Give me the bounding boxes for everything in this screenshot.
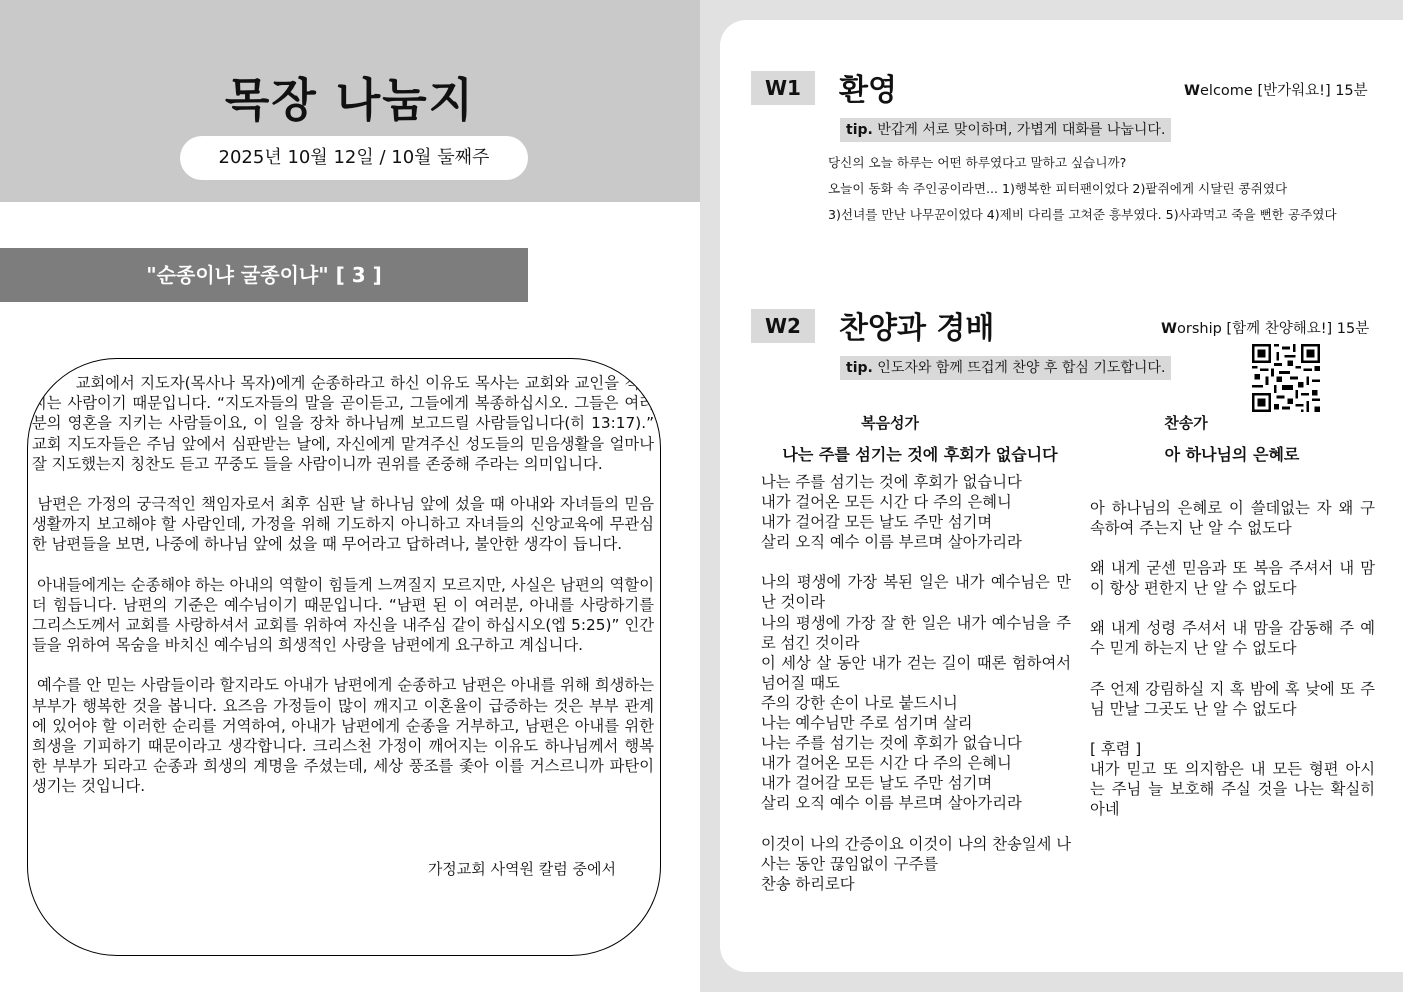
column-paragraph: 예수를 안 믿는 사람들이라 할지라도 아내가 남편에게 순종하고 남편은 아내를 위해 희생하는 부부가 행복한 것을 봅니다. 요즈음 가정들이 많이 깨지고 이혼율이 급증하는 것은 부부 관계에 있어야 할 이러한 순리를 거역하여, 아내가 남편에게 순종을 거부하고, 남편은 아내를 위한 희생을 기피하기 때문이라고 생각합니다. 크리스천 가정이 깨어지는 이유도 하나님께서 행복한 부부가 되라고 순종과 희생의 계명을 주셨는데, 세상 풍조를 좇아 이를 거스르니까 파탄이 생기는 것입니다.: [32, 676, 659, 796]
w2-meta: [1161, 317, 1369, 338]
qr-code-icon[interactable]: [1252, 344, 1320, 412]
w2-meta-initial: W: [1161, 321, 1177, 337]
w2-tip: [840, 356, 1171, 380]
lyrics-stanza: 주 언제 강림하실 지 혹 밤에 혹 낮에 또 주님 만날 그곳도 난 알 수 없도다: [1090, 679, 1375, 718]
w2-tip-text: 인도자와 함께 뜨겁게 찬양 후 합심 기도합니다.: [872, 360, 1166, 376]
w2-tip-label: tip.: [846, 360, 873, 376]
w2-meta-text: orship [함께 찬양해요!] 15분: [1177, 321, 1370, 337]
w1-title: 환영: [839, 73, 897, 108]
lyrics-stanza: 이것이 나의 간증이요 이것이 나의 찬송일세 나 사는 동안 끊임없이 구주를 찬송 하리로다: [761, 834, 1071, 893]
w1-tip-text: 반갑게 서로 맞이하며, 가볍게 대화를 나눕니다.: [872, 122, 1166, 138]
date-badge: 2025년 10월 12일 / 10월 둘째주: [180, 136, 528, 180]
left-page: [0, 0, 700, 992]
page-title: 목장 나눔지: [224, 73, 476, 127]
gospel-heading: 복음성가: [861, 414, 919, 432]
lyrics-stanza: [ 후렴 ] 내가 믿고 또 의지함은 내 모든 형편 아시는 주님 늘 보호해 주실 것을 나는 확실히 아네: [1090, 739, 1375, 819]
hymn-song-title: 아 하나님의 은혜로: [1164, 445, 1300, 464]
lyrics-stanza: 나의 평생에 가장 복된 일은 내가 예수님은 만난 것이라 나의 평생에 가장 잘 한 일은 내가 예수님을 주로 섬긴 것이라 이 세상 살 동안 내가 걷는 길이 때론 험하여서 넘어질 때도 주의 강한 손이 나로 붙드시니 나는 예수님만 주로 섬기며 살리 나는 주를 섬기는 것에 후회가 없습니다 내가 걸어온 모든 시간 다 주의 은혜니 내가 걸어갈 모든 날도 주만 섬기며 살리 오직 예수 이름 부르며 살아가리라: [761, 573, 1071, 813]
w1-question-line: 오늘이 동화 속 주인공이라면... 1)행복한 피터팬이었다 2)팥쥐에게 시달린 콩쥐였다: [828, 181, 1288, 196]
w1-meta: [1184, 79, 1368, 100]
lyrics-stanza: 왜 내게 성령 주셔서 내 맘을 감동해 주 예수 믿게 하는지 난 알 수 없도다: [1090, 619, 1375, 658]
lyrics-stanza: 아 하나님의 은혜로 이 쓸데없는 자 왜 구속하여 주는지 난 알 수 없도다: [1090, 499, 1375, 538]
column-paragraph: 교회에서 지도자(목사나 목자)에게 순종하라고 하신 이유도 목사는 교회와 교인을 책임지는 사람이기 때문입니다. “지도자들의 말을 곧이듣고, 그들에게 복종하십시오. 그들은 여러분의 영혼을 지키는 사람들이요, 이 일을 장차 하나님께 보고드릴 사람들입니다(히 13:17).” 교회 지도자들은 주님 앞에서 심판받는 날에, 자신에게 맡겨주신 성도들의 믿음생활을 얼마나 잘 지도했는지 칭찬도 듣고 꾸중도 들을 사람이니까 권위를 존중해 주라는 의미입니다.: [32, 374, 659, 473]
gospel-lyrics: [761, 472, 1071, 914]
sermon-title: "순종이냐 굴종이냐" [ 3 ]: [0, 248, 528, 302]
w1-tip-label: tip.: [846, 122, 873, 138]
lyrics-stanza: 왜 내게 굳센 믿음과 또 복음 주셔서 내 맘이 항상 편한지 난 알 수 없도다: [1090, 559, 1375, 598]
lyrics-stanza: 나는 주를 섬기는 것에 후회가 없습니다 내가 걸어온 모든 시간 다 주의 은혜니 내가 걸어갈 모든 날도 주만 섬기며 살리 오직 예수 이름 부르며 살아가리라: [761, 473, 1022, 552]
w2-title: 찬양과 경배: [839, 311, 995, 346]
gospel-song-title: 나는 주를 섬기는 것에 후회가 없습니다: [782, 445, 1058, 464]
w1-meta-text: elcome [반가워요!] 15분: [1200, 83, 1368, 99]
w1-question-line: 당신의 오늘 하루는 어떤 하루였다고 말하고 싶습니까?: [828, 155, 1127, 170]
w1-tip: [840, 118, 1171, 142]
w1-badge: W1: [751, 71, 815, 105]
column-paragraph: 아내들에게는 순종해야 하는 아내의 역할이 힘들게 느껴질지 모르지만, 사실은 남편의 역할이 더 힘듭니다. 남편의 기준은 예수님이기 때문입니다. “남편 된 이 여러분, 아내를 사랑하기를 그리스도께서 교회를 사랑하셔서 교회를 위하여 자신을 내주심 같이 하십시오(엡 5:25)” 인간들을 위하여 목숨을 바치신 예수님의 희생적인 사랑을 남편에게 요구하고 계십니다.: [32, 575, 659, 655]
w2-badge: W2: [751, 309, 815, 343]
w1-question-line: 3)선녀를 만난 나무꾼이었다 4)제비 다리를 고쳐준 흥부였다. 5)사과먹고 죽을 뻔한 공주였다: [828, 207, 1337, 222]
hymn-lyrics: [1090, 498, 1375, 839]
header-band: [0, 0, 700, 202]
column-source: 가정교회 사역원 칼럼 중에서: [427, 860, 616, 878]
column-paragraph: 남편은 가정의 궁극적인 책임자로서 최후 심판 날 하나님 앞에 섰을 때 아내와 자녀들의 믿음생활까지 보고해야 할 사람인데, 가정을 위해 기도하지 아니하고 자녀들의 신앙교육에 무관심한 남편들을 보면, 나중에 하나님 앞에 섰을 때 무어라고 답하려나, 불안한 생각이 듭니다.: [32, 495, 654, 554]
hymn-heading: 찬송가: [1164, 414, 1208, 432]
w1-meta-initial: W: [1184, 83, 1200, 99]
column-text: [32, 373, 659, 817]
